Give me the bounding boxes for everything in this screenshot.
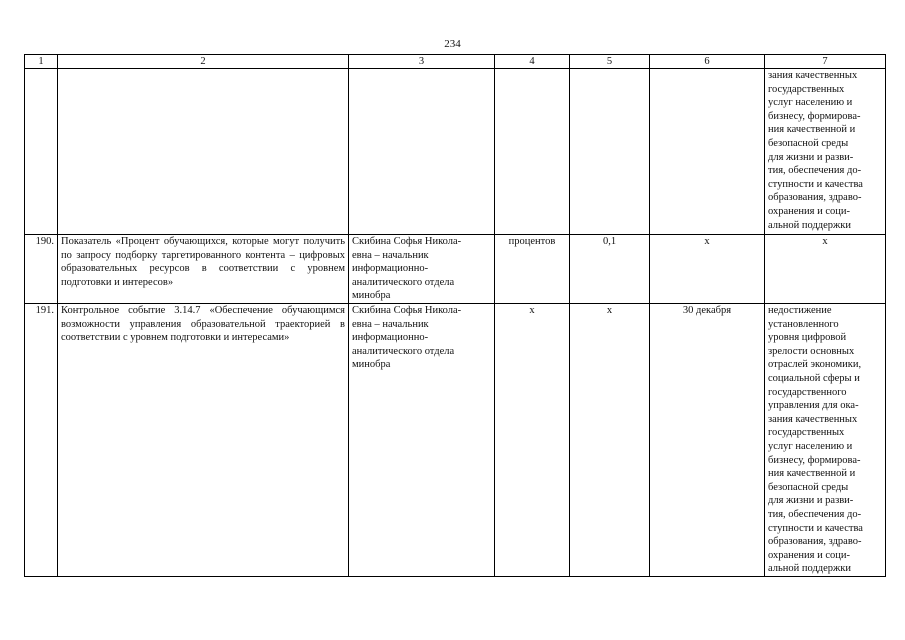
unit-cell: процентов <box>495 235 570 304</box>
text-line: управления для ока- <box>768 400 859 412</box>
text-line: уровня цифровой <box>768 332 847 344</box>
row-description: Контрольное событие 3.14.7 «Обеспечение обучающимся возможности управления образовательной траекторией в соответствии с уровнем подготовки и интересами» <box>58 304 349 577</box>
text-line: минобра <box>352 290 391 302</box>
empty-cell <box>570 69 650 235</box>
empty-cell <box>349 69 495 235</box>
text-line: бизнесу, формирова- <box>768 454 861 466</box>
text-line: государственных <box>768 83 845 95</box>
text-line: государственного <box>768 386 847 398</box>
text-line: тия, обеспечения до- <box>768 165 862 177</box>
text-line: тия, обеспечения до- <box>768 508 862 520</box>
text-line: образования, здраво- <box>768 192 862 204</box>
empty-cell <box>58 69 349 235</box>
text-line: услуг населению и <box>768 97 853 109</box>
column-header: 5 <box>570 55 650 69</box>
text-line: зрелости основных <box>768 345 855 357</box>
page-number: 234 <box>444 38 461 50</box>
text-line: информационно- <box>352 332 429 344</box>
table-row <box>25 304 886 577</box>
text-line: евна – начальник <box>352 318 429 330</box>
row-number: 191. <box>25 304 58 577</box>
column-header: 2 <box>58 55 349 69</box>
column-header: 1 <box>25 55 58 69</box>
row-description: Показатель «Процент обучающихся, которые могут получить по запросу подборку таргетированного контента – цифровых образовательных ресурсов в соответствии с уровнем подготовки и интересов» <box>58 235 349 304</box>
risk-cell <box>765 304 886 577</box>
text-line: безопасной среды <box>768 481 849 493</box>
text-line: для жизни и разви- <box>768 495 854 507</box>
text-line: зания качественных <box>768 413 858 425</box>
table-row <box>25 235 886 304</box>
empty-cell <box>25 69 58 235</box>
responsible-cell <box>349 235 495 304</box>
text-line: зания качественных <box>768 70 858 81</box>
text-line: для жизни и разви- <box>768 151 854 163</box>
text-line: охранения и соци- <box>768 549 851 561</box>
continuation-row <box>25 69 886 235</box>
deadline-cell: 30 декабря <box>650 304 765 577</box>
unit-cell: х <box>495 304 570 577</box>
text-line: х <box>822 236 828 247</box>
text-line: ния качественной и <box>768 468 856 480</box>
text-line: установленного <box>768 318 839 330</box>
text-line: альной поддержки <box>768 563 852 575</box>
text-line: аналитического отдела <box>352 345 455 357</box>
column-header: 4 <box>495 55 570 69</box>
text-line: Скибина Софья Никола- <box>352 236 462 247</box>
text-line: государственных <box>768 427 845 439</box>
column-header: 7 <box>765 55 886 69</box>
text-line: охранения и соци- <box>768 205 851 217</box>
text-line: социальной сферы и <box>768 372 860 384</box>
empty-cell <box>650 69 765 235</box>
row-number: 190. <box>25 235 58 304</box>
text-line: безопасной среды <box>768 137 849 149</box>
text-line: евна – начальник <box>352 249 429 261</box>
text-line: бизнесу, формирова- <box>768 110 861 122</box>
text-line: недостижение <box>768 305 832 316</box>
plan-table <box>24 54 886 577</box>
responsible-cell <box>349 304 495 577</box>
text-line: ступности и качества <box>768 522 863 534</box>
text-line: минобра <box>352 359 391 371</box>
value-cell: 0,1 <box>570 235 650 304</box>
column-header-row <box>25 55 886 69</box>
text-line: информационно- <box>352 263 429 275</box>
column-header: 3 <box>349 55 495 69</box>
empty-cell <box>495 69 570 235</box>
value-cell: х <box>570 304 650 577</box>
text-line: образования, здраво- <box>768 536 862 548</box>
risk-cell <box>765 69 886 235</box>
text-line: аналитического отдела <box>352 276 455 288</box>
text-line: ступности и качества <box>768 178 863 190</box>
deadline-cell: х <box>650 235 765 304</box>
risk-cell <box>765 235 886 304</box>
text-line: альной поддержки <box>768 219 852 231</box>
text-line: ния качественной и <box>768 124 856 136</box>
column-header: 6 <box>650 55 765 69</box>
text-line: отраслей экономики, <box>768 359 862 371</box>
text-line: услуг населению и <box>768 440 853 452</box>
text-line: Скибина Софья Никола- <box>352 305 462 316</box>
